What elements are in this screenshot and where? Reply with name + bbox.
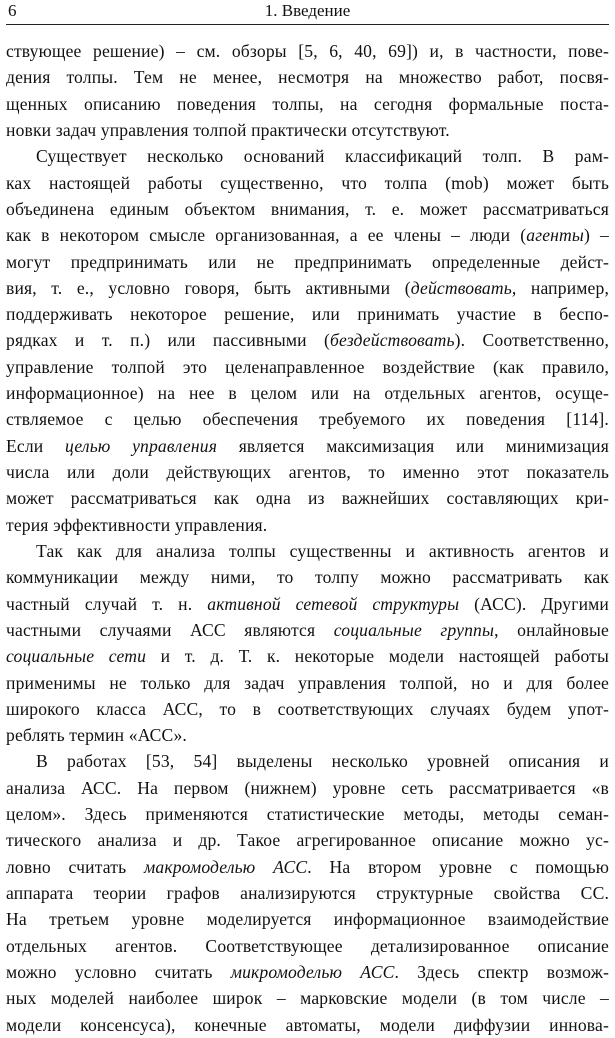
text-run: применимы не только для задач управления толпой, но и для более (6, 672, 609, 693)
text-run: является максимизация или минимизация (217, 435, 609, 456)
italic-term: активной сетевой структуры (207, 593, 460, 614)
text-run: целом». Здесь применяются статистические методы, методы семан- (6, 804, 609, 825)
text-line (6, 775, 609, 801)
text-run: вия, т. е., условно говоря, быть активными ( (6, 277, 411, 298)
text-run: может рассматриваться как одна из важнейших составляющих кри- (6, 488, 609, 509)
text-line (6, 1012, 609, 1038)
text-run: частный случай т. н. (6, 593, 208, 614)
text-run: модели консенсуса), конечные автоматы, модели диффузии иннова- (6, 1014, 609, 1035)
text-run: ках настоящей работы существенно, что толпа (mob) может быть (6, 172, 609, 193)
text-line (6, 117, 609, 143)
text-run: ствующее решение) – см. обзоры [5, 6, 40, 69]) и, в частности, пове- (6, 41, 609, 61)
text-run: реблять термин «АСС». (6, 725, 187, 746)
text-line (6, 301, 609, 327)
text-line (6, 591, 609, 617)
italic-term: бездействовать (330, 330, 455, 351)
text-line (6, 91, 609, 117)
text-line (6, 854, 609, 880)
text-line (6, 564, 609, 590)
text-run: и т. д. Т. к. некоторые модели настоящей работы (146, 646, 609, 667)
text-run: (АСС). Другими (459, 593, 609, 614)
text-line (6, 906, 609, 932)
text-run: можно условно считать (6, 961, 231, 982)
text-line (6, 64, 609, 90)
text-line (6, 959, 609, 985)
text-run: информационное) на нее в целом или на отдельных агентов, осуще- (6, 383, 609, 404)
text-line (6, 643, 609, 669)
italic-term: агенты (526, 225, 584, 246)
text-run: терия эффективности управления. (6, 514, 268, 535)
text-line (6, 433, 609, 459)
text-line (6, 748, 609, 774)
text-run: частными случаями АСС являются (6, 619, 334, 640)
running-title: 1. Введение (264, 1, 351, 20)
text-line (6, 512, 609, 538)
text-line (6, 801, 609, 827)
text-run: поддерживать некоторое решение, или принимать участие в беспо- (6, 304, 609, 325)
text-run: коммуникации между ними, то толпу можно рассматривать как (6, 567, 609, 588)
running-header (6, 0, 609, 25)
text-run: объединена единым объектом внимания, т. е. может рассматриваться (6, 198, 609, 219)
text-run: , например, (511, 277, 609, 298)
text-line (6, 670, 609, 696)
text-line (6, 696, 609, 722)
text-run: тического анализа и др. Такое агрегированное описание можно ус- (6, 830, 609, 851)
italic-term: целью управления (65, 435, 218, 456)
text-run: ных моделей наиболее широк – марковские модели (в том числе – (6, 988, 609, 1009)
text-run: Если (6, 435, 65, 456)
text-run: аппарата теории графов анализируются структурные свойства СС. (6, 883, 609, 903)
text-line (6, 880, 609, 906)
text-run: ствляемое с целью обеспечения требуемого их поведения [114]. (6, 409, 609, 430)
text-run: анализа АСС. На первом (нижнем) уровне сеть рассматривается «в (6, 777, 609, 798)
text-run: ловно считать (6, 856, 145, 877)
text-line (6, 327, 609, 353)
text-run: управление толпой это целенаправленное воздействие (как правило, (6, 356, 609, 377)
text-line (6, 722, 609, 748)
text-line (6, 985, 609, 1011)
text-line (6, 196, 609, 222)
text-run: отдельных агентов. Соответствующее детализированное описание (6, 935, 609, 956)
italic-term: микромоделью АСС (230, 961, 395, 982)
text-line (6, 380, 609, 406)
text-run: . На втором уровне с помощью (307, 856, 609, 877)
text-run: могут предпринимать или не предпринимать определенные дейст- (6, 251, 609, 272)
text-line (6, 933, 609, 959)
text-run: На третьем уровне моделируется информационное взаимодействие (6, 909, 609, 930)
text-line (6, 617, 609, 643)
italic-term: социальные сети (6, 646, 147, 667)
text-run: ). Соответственно, (454, 330, 609, 351)
text-line (6, 459, 609, 485)
text-line (6, 827, 609, 853)
text-run: как в некотором смысле организованная, а ее члены – люди ( (6, 225, 527, 246)
text-run: новки задач управления толпой практически отсутствуют. (6, 119, 450, 140)
italic-term: социальные группы (333, 619, 495, 640)
text-run: Существует несколько оснований классификаций толп. В рам- (36, 146, 609, 167)
text-run: числа или доли действующих агентов, то именно этот показатель (6, 462, 609, 482)
text-line (6, 354, 609, 380)
text-line (6, 170, 609, 196)
text-line (6, 38, 609, 64)
text-line (6, 275, 609, 301)
text-run: , онлайновые (494, 619, 609, 640)
text-line (6, 143, 609, 169)
text-run: Так как для анализа толпы существенны и активность агентов и (36, 540, 609, 561)
text-run: В работах [53, 54] выделены несколько уровней описания и (36, 751, 609, 772)
text-line (6, 406, 609, 432)
body-text (6, 38, 609, 1038)
text-run: . Здесь спектр возмож- (394, 961, 610, 982)
text-line (6, 222, 609, 248)
text-run: щенных описанию поведения толпы, на сегодня формальные поста- (6, 93, 609, 114)
text-run: рядках и т. п.) или пассивными ( (6, 330, 331, 351)
text-line (6, 538, 609, 564)
page-number: 6 (8, 1, 17, 20)
text-run: широкого класса АСС, то в соответствующих случаях будем упот- (6, 698, 609, 719)
text-run: дения толпы. Тем не менее, несмотря на множество работ, посвя- (6, 67, 609, 88)
text-line (6, 249, 609, 275)
italic-term: действовать (410, 277, 512, 298)
text-line (6, 485, 609, 511)
italic-term: макромоделью АСС (144, 856, 308, 877)
text-run: ) – (583, 225, 609, 246)
